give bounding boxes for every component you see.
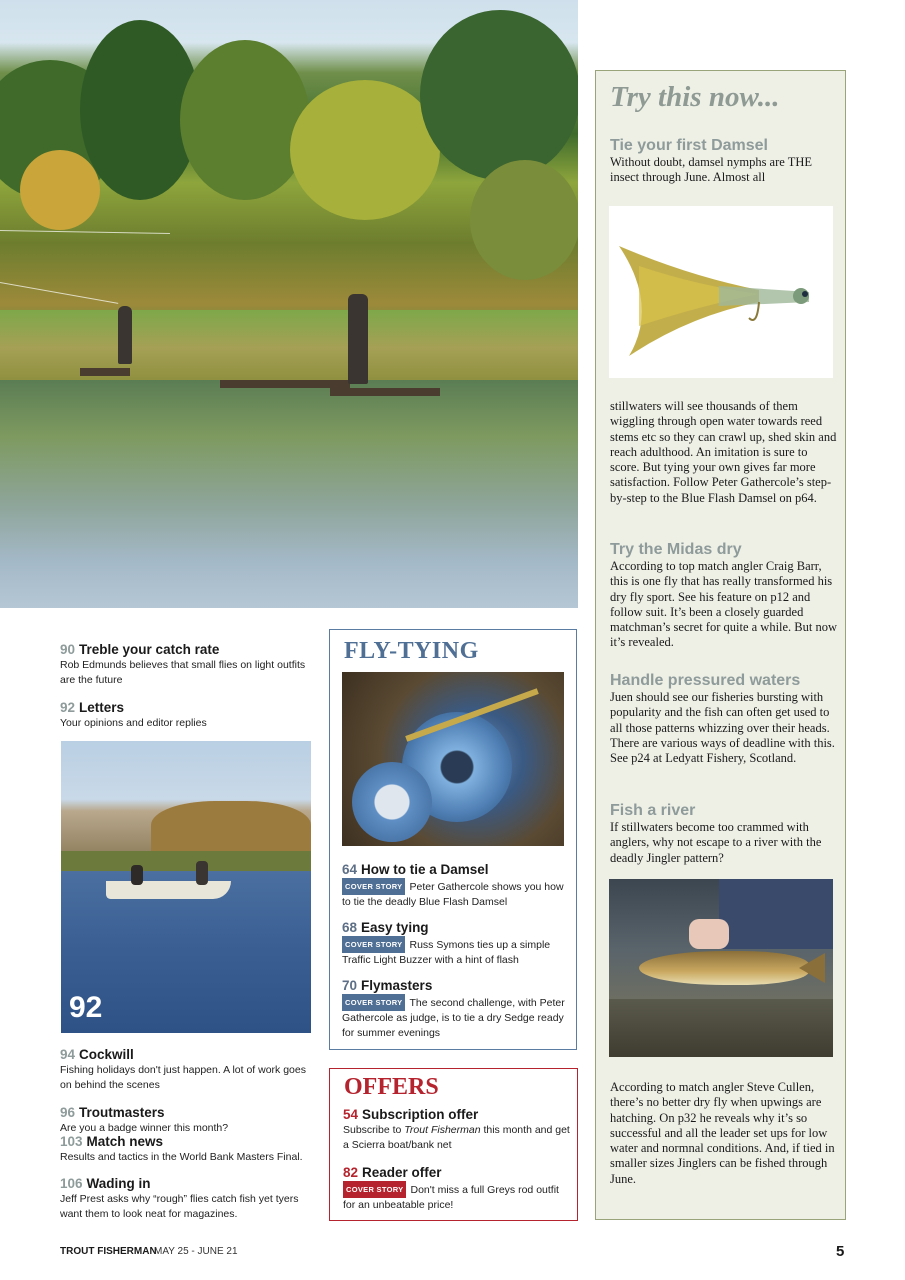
fly-tying-item[interactable] [342, 978, 568, 1041]
offer-item[interactable] [343, 1165, 571, 1213]
sidebar-section-title: Try the Midas dry [610, 541, 742, 558]
boat-photo [61, 741, 311, 1033]
page-number: 82 [343, 1165, 359, 1180]
page-number: 54 [343, 1107, 359, 1122]
contents-item[interactable] [60, 1047, 312, 1093]
sidebar-section-body: Juen should see our fisheries bursting with popularity and the fish can often get used to all those patterns whizzing over their heads. There are various ways of deadline with this. See p24 at Ledyatt Fishery, Scotland. [610, 690, 835, 766]
photo-page-number: 92 [69, 991, 103, 1024]
sidebar-section-title: Tie your first Damsel [610, 137, 768, 154]
damsel-fly-illustration [609, 206, 833, 378]
page-number: 94 [60, 1047, 76, 1062]
cover-story-badge: COVER STORY [342, 936, 405, 953]
contents-item[interactable] [60, 1176, 312, 1222]
fly-tying-box [329, 629, 577, 1050]
sidebar-section-title: Handle pressured waters [610, 672, 801, 689]
sidebar-section-body: Without doubt, damsel nymphs are THE insect through June. Almost all [610, 155, 813, 185]
contents-item[interactable] [60, 642, 312, 688]
item-title: Subscription offer [362, 1107, 479, 1122]
try-this-now-sidebar [595, 70, 846, 1220]
thread-spool-photo [342, 672, 564, 846]
contents-item[interactable] [60, 700, 312, 731]
sidebar-section-body: If stillwaters become too crammed with anglers, why not escape to a river with the deadly Jingler pattern? [610, 820, 822, 865]
page-number-footer: 5 [836, 1243, 845, 1260]
footer-date: MAY 25 - JUNE 21 [154, 1246, 238, 1257]
item-title: Letters [79, 700, 125, 715]
sidebar-section-title: Fish a river [610, 802, 696, 819]
page-number: 92 [60, 700, 76, 715]
sidebar-section-body: stillwaters will see thousands of them wiggling through open water towards reed stems etc so they can crawl up, shed skin and reach adulthood. An imitation is sure to score. But tying your own gives far more satisfaction. Follow Peter Gathercole’s step-by-step to the Blue Flash Damsel on p64. [610, 399, 837, 505]
item-description: Jeff Prest asks why “rough” flies catch fish yet tyers want them to look neat for magazines. [60, 1193, 299, 1220]
item-description: Russ Symons ties up a simple Traffic Light Buzzer with a hint of flash [342, 939, 551, 966]
item-description: Don't miss a full Greys rod outfit for an unbeatable price! [343, 1184, 559, 1211]
sidebar-section-body: According to match angler Steve Cullen, there’s no better dry fly when upwings are hatching. On p32 he reveals why it’s so successful and all the leader set ups for low water and normnal conditions. And, if tied in smaller sizes Jinglers can be fished through June. [610, 1080, 835, 1186]
page-number: 68 [342, 920, 358, 935]
cover-story-badge: COVER STORY [342, 878, 405, 895]
item-title: Reader offer [362, 1165, 442, 1180]
item-title: Cockwill [79, 1047, 134, 1062]
page-number: 64 [342, 862, 358, 877]
item-description: Subscribe to [343, 1124, 405, 1136]
page-number: 90 [60, 642, 76, 657]
item-title: Treble your catch rate [79, 642, 220, 657]
contents-item[interactable] [60, 1105, 312, 1136]
item-title: Flymasters [361, 978, 433, 993]
page-number: 103 [60, 1134, 83, 1149]
footer-brand: TROUT FISHERMAN [60, 1246, 157, 1257]
cover-story-badge: COVER STORY [342, 994, 405, 1011]
item-description: Are you a badge winner this month? [60, 1122, 229, 1134]
item-description: Fishing holidays don't just happen. A lot of work goes on behind the scenes [60, 1064, 306, 1091]
item-title: Easy tying [361, 920, 429, 935]
damsel-fly-photo [609, 206, 833, 378]
item-title: Troutmasters [79, 1105, 165, 1120]
page-number: 106 [60, 1176, 83, 1191]
item-title: How to tie a Damsel [361, 862, 489, 877]
page-number: 70 [342, 978, 358, 993]
offer-item[interactable] [343, 1107, 571, 1153]
page-number: 96 [60, 1105, 76, 1120]
hero-photo [0, 0, 578, 608]
section-heading: OFFERS [344, 1074, 439, 1100]
sidebar-heading: Try this now... [610, 81, 780, 113]
fly-tying-item[interactable] [342, 920, 568, 968]
item-title: Match news [86, 1134, 164, 1149]
contents-item[interactable] [60, 1134, 312, 1165]
item-title: Wading in [86, 1176, 151, 1191]
item-description: Rob Edmunds believes that small flies on light outfits are the future [60, 659, 306, 686]
fly-tying-item[interactable] [342, 862, 568, 910]
item-description-end: this month and get a Scierra boat/bank net [343, 1124, 570, 1151]
magazine-name: Trout Fisherman [404, 1124, 481, 1136]
trout-photo [609, 879, 833, 1057]
cover-story-badge: COVER STORY [343, 1181, 406, 1198]
item-description: Peter Gathercole shows you how to tie the deadly Blue Flash Damsel [342, 881, 564, 908]
section-heading: FLY-TYING [344, 638, 479, 664]
item-description: Your opinions and editor replies [60, 717, 207, 729]
item-description: The second challenge, with Peter Gathercole as judge, is to tie a dry Sedge ready for summer evenings [342, 997, 565, 1039]
item-description: Results and tactics in the World Bank Masters Final. [60, 1151, 303, 1163]
sidebar-section-body: According to top match angler Craig Barr, this is one fly that has really transformed his dry fly sport. See his feature on p12 and follow suit. It’s been a closely guarded matchman’s secret for quite a while. But now it’s revealed. [610, 559, 838, 650]
offers-box [329, 1068, 578, 1221]
